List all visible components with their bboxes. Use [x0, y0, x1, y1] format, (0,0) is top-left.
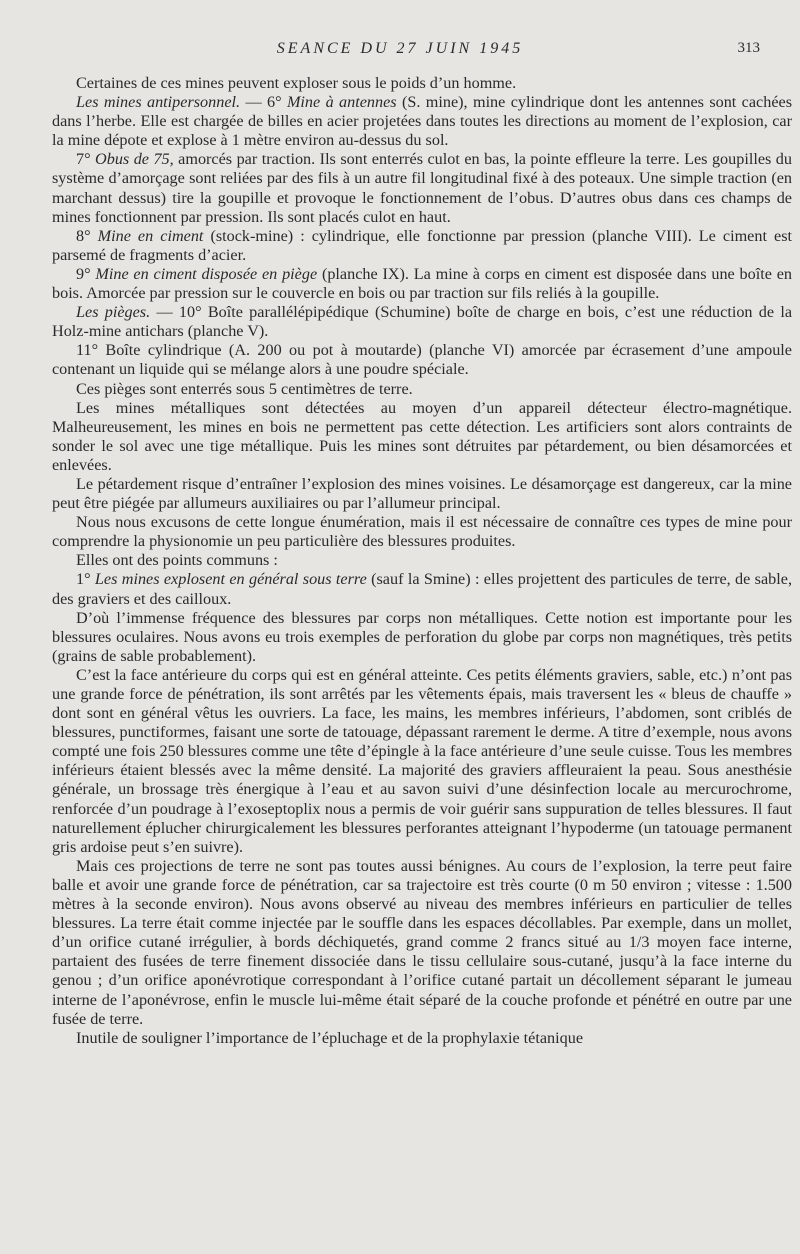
text-run: — 6°: [240, 93, 287, 112]
text-run: Nous nous excusons de cette longue énumération, mais il est nécessaire de connaître ces types de mine pour comprendre la physionomie un peu particulière des blessures produites.: [52, 513, 792, 551]
italic-run: Les mines explosent en général sous terre: [94, 570, 367, 589]
paragraph: [52, 380, 792, 399]
italic-run: Mine à antennes: [286, 93, 397, 112]
paragraph: [52, 551, 792, 570]
text-run: C’est la face antérieure du corps qui est en général atteinte. Ces petits éléments graviers, sable, etc.) n’ont pas une grande force de pénétration, ils sont arrêtés par les vêtements épais, mais traversent les « bleus de chauffe » dont sont en général vêtus les ouvriers. La face, les mains, les membres inférieurs, l’abdomen, sont criblés de blessures, punctiformes, faisant une sorte de tatouage, dépassant rarement le derme. A titre d’exemple, nous avons compté une fois 250 blessures comme une tête d’épingle à la face antérieure d’une seule cuisse. Tous les membres inférieurs étaient blessés avec la même densité. La majorité des graviers affleuraient la peau. Sous anesthésie générale, un brossage très énergique à l’eau et au savon suivi d’une désinfection locale au mercurochrome, renforcée d’un poudrage à l’exoseptoplix nous a permis de voir guérir sans suppuration de telles blessures. Il faut naturellement éplucher chirurgicalement les blessures perforantes atteignant l’hypoderme (un tatouage permanent gris ardoise peut s’en suivre).: [52, 665, 792, 856]
body-text: [52, 74, 792, 1048]
text-run: (sauf la Smine) : elles projettent des particules de terre, de sable, des graviers et des cailloux.: [52, 570, 792, 608]
text-run: — 10° Boîte parallélépipédique (Schumine) boîte de charge en bois, c’est une réduction de la Holz-mine antichars (planche V).: [52, 303, 793, 341]
text-run: Le pétardement risque d’entraîner l’explosion des mines voisines. Le désamorçage est dangereux, car la mine peut être piégée par allumeurs auxiliaires ou par l’allumeur principal.: [52, 474, 792, 513]
text-run: Certaines de ces mines peuvent exploser sous le poids d’un homme.: [76, 74, 517, 92]
text-run: Inutile de souligner l’importance de l’épluchage et de la prophylaxie tétanique: [76, 1028, 584, 1047]
italic-run: Mine en ciment disposée en piège: [95, 264, 318, 283]
running-title: SEANCE DU 27 JUIN 1945: [276, 40, 524, 57]
italic-run: Obus de 75,: [95, 150, 174, 169]
paragraph: [52, 1029, 792, 1048]
italic-run: Mine en ciment: [97, 226, 204, 245]
italic-run: Les pièges.: [76, 303, 151, 322]
text-run: Elles ont des points communs :: [76, 551, 278, 570]
page-number: 313: [737, 40, 760, 56]
text-run: 9°: [76, 264, 96, 283]
paragraph: [52, 609, 792, 666]
italic-run: Les mines antipersonnel.: [76, 93, 241, 112]
paragraph: [52, 93, 792, 150]
paragraph: [52, 303, 792, 341]
text-run: (planche IX). La mine à corps en ciment est disposée dans une boîte en bois. Amorcée par pression sur le couvercle en bois ou par traction sur fils reliés à la goupille.: [52, 264, 792, 303]
text-run: (stock-mine) : cylindrique, elle fonctionne par pression (planche VIII). Le ciment est parsemé de fragments d’acier.: [52, 226, 792, 264]
page-header: [0, 38, 800, 62]
paragraph: [52, 227, 792, 265]
paragraph: [52, 341, 792, 379]
text-run: D’où l’immense fréquence des blessures par corps non métalliques. Cette notion est importante pour les blessures oculaires. Nous avons eu trois exemples de perforation du globe par corps non magnétiques, très petits (grains de sable probablement).: [52, 608, 792, 665]
paragraph: [52, 150, 792, 226]
text-run: Mais ces projections de terre ne sont pas toutes aussi bénignes. Au cours de l’explosion, la terre peut faire balle et avoir une grande force de pénétration, car sa trajectoire est très courte (0 m 50 environ ; vitesse : 1.500 mètres à la seconde environ). Nous avons observé au niveau des membres inférieurs en particulier de telles blessures. La terre était comme injectée par le souffle dans les espaces décollables. Par exemple, dans un mollet, d’un orifice cutané irrégulier, à bords déchiquetés, grand comme 2 francs situé au 1/3 moyen face interne, partaient des fusées de terre finement dissociée dans le tissu cellulaire sous-cutané, jusqu’à la face interne du genou ; d’un orifice aponévrotique correspondant à l’orifice cutané partait un décollement séparant le jumeau interne de l’aponévrose, enfin le muscle lui-même était séparé de la couche profonde et pénétré en outre par une fusée de terre.: [52, 856, 792, 1028]
paragraph: [52, 570, 792, 608]
text-run: Ces pièges sont enterrés sous 5 centimètres de terre.: [76, 379, 413, 398]
text-run: Les mines métalliques sont détectées au moyen d’un appareil détecteur électro-magnétique. Malheureusement, les mines en bois ne permettent pas cette détection. Les artificiers sont alors contraints de sonder le sol avec une tige métallique. Puis les mines sont détruites par pétardement, ou bien désamorcées et enlevées.: [52, 398, 792, 474]
text-run: 1°: [76, 570, 95, 589]
text-run: 8°: [76, 226, 98, 245]
text-run: (S. mine), mine cylindrique dont les antennes sont cachées dans l’herbe. Elle est chargée de billes en acier projetées dans toutes les directions au moment de l’explosion, car la mine dépote et explose à 1 mètre environ au-dessus du sol.: [52, 93, 792, 150]
text-run: 7°: [76, 150, 96, 169]
paragraph: [52, 666, 792, 857]
paragraph: [52, 399, 792, 475]
paragraph: [52, 265, 792, 303]
paragraph: [52, 74, 792, 93]
text-run: 11° Boîte cylindrique (A. 200 ou pot à moutarde) (planche VI) amorcée par écrasement d’une ampoule contenant un liquide qui se mélange alors à une poudre spéciale.: [52, 341, 792, 379]
paragraph: [52, 513, 792, 551]
text-run: amorcés par traction. Ils sont enterrés culot en bas, la pointe effleure la terre. Les goupilles du système d’amorçage sont reliées par des fils à un autre fil longitudinal fixé à des poteaux. Une simple traction (en marchant dessus) tire la goupille et provoque le fonctionnement de l’obus. D’autres obus dans ces champs de mines fonctionnent par pression. Ils sont placés culot en haut.: [52, 150, 792, 226]
paragraph: [52, 475, 792, 513]
paragraph: [52, 857, 792, 1029]
